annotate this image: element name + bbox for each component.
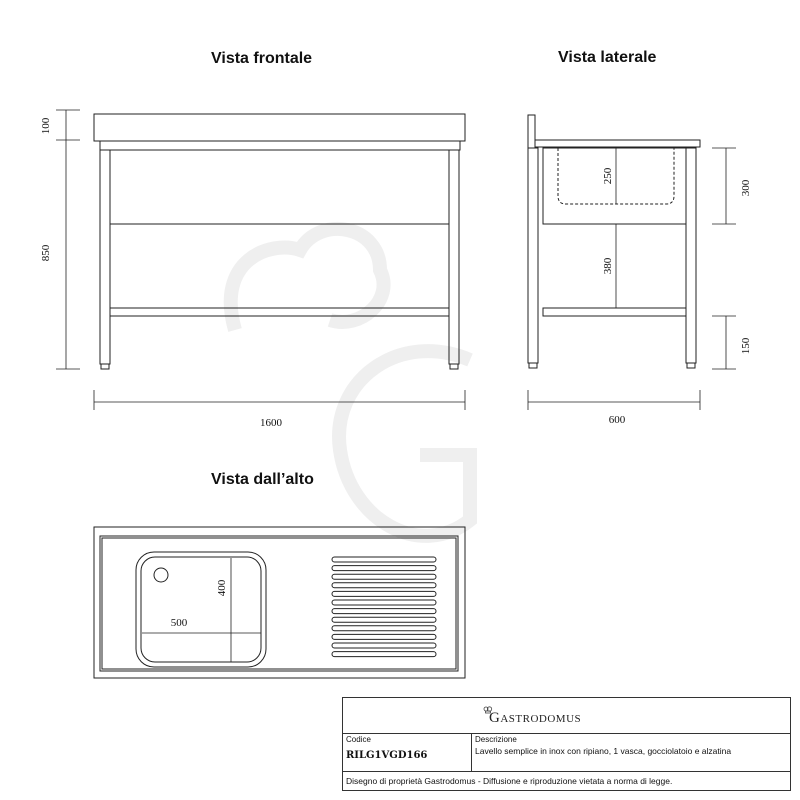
front-foot-left [101, 364, 109, 369]
front-leg-right [449, 150, 459, 364]
drainer-groove [332, 609, 436, 614]
watermark-logo [231, 229, 470, 536]
side-worktop [535, 140, 700, 147]
front-foot-right [450, 364, 458, 369]
product-code: RILG1VGD166 [346, 750, 428, 761]
copyright-notice: Disegno di proprietà Gastrodomus - Diffusione e riproduzione vietata a norma di legge. [346, 776, 673, 786]
side-leg-front [686, 148, 696, 363]
side-foot-back [529, 363, 537, 368]
product-description: Lavello semplice in inox con ripiano, 1 vasca, gocciolatoio e alzatina [475, 746, 732, 756]
front-worktop [100, 141, 460, 150]
drainer-groove [332, 591, 436, 596]
description-label: Descrizione [475, 735, 517, 744]
front-leg-left [100, 150, 110, 364]
side-shelf [543, 308, 686, 316]
dim-front-width: 1600 [260, 417, 282, 429]
top-outline [94, 527, 465, 678]
drainer-groove [332, 652, 436, 657]
dim-front-backsplash: 100 [40, 117, 52, 135]
side-view [528, 115, 700, 368]
code-label: Codice [346, 735, 371, 744]
top-drain-hole [154, 568, 168, 582]
side-view-title: Vista laterale [558, 49, 657, 66]
dim-side-upper-height: 300 [740, 179, 752, 197]
dim-side-depth: 600 [608, 414, 626, 426]
top-basin-inner [141, 557, 261, 662]
top-worktop [100, 536, 458, 671]
drainer-groove [332, 600, 436, 605]
brand-name: Gastrodomus [489, 710, 582, 726]
drainer-groove [332, 583, 436, 588]
side-leg-back [528, 148, 538, 363]
dim-side-basin-depth: 250 [602, 167, 614, 185]
drainer-groove [332, 617, 436, 622]
front-backsplash [94, 114, 465, 141]
side-foot-front [687, 363, 695, 368]
top-dimensions [142, 558, 261, 662]
drainer-groove [332, 566, 436, 571]
front-view-title: Vista frontale [211, 50, 313, 67]
front-apron [110, 150, 449, 224]
drainer-groove [332, 557, 436, 562]
top-drainer [332, 557, 436, 657]
dim-top-basin-width: 500 [170, 617, 188, 629]
dim-front-height: 850 [40, 244, 52, 262]
drainer-groove [332, 574, 436, 579]
drainer-groove [332, 626, 436, 631]
title-block [342, 697, 791, 791]
top-view [94, 527, 465, 678]
dim-top-basin-height: 400 [216, 579, 228, 597]
front-shelf [110, 308, 449, 316]
dim-side-shelf-gap: 380 [602, 257, 614, 275]
side-backsplash [528, 115, 535, 148]
top-view-title: Vista dall’alto [211, 471, 314, 488]
drainer-groove [332, 634, 436, 639]
side-dimensions [528, 148, 736, 410]
side-apron [543, 148, 686, 224]
top-basin-outer [136, 552, 266, 667]
dim-side-lower-height: 150 [740, 337, 752, 355]
drainer-groove [332, 643, 436, 648]
